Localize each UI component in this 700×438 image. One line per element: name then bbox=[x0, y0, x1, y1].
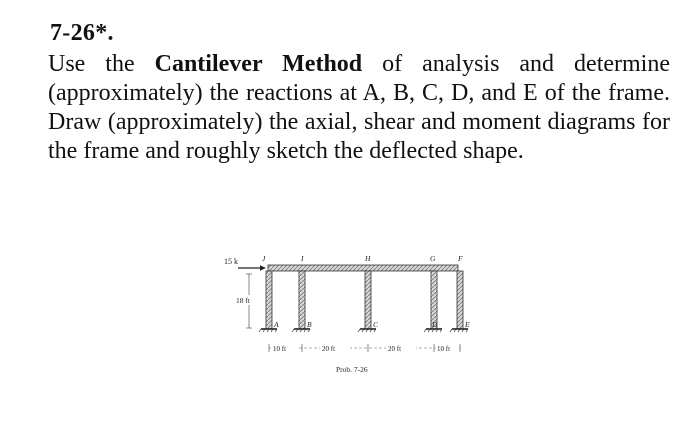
support-label-d: D bbox=[432, 320, 438, 329]
joint-label-g: G bbox=[430, 254, 436, 263]
support-label-b: B bbox=[307, 320, 312, 329]
column-e bbox=[457, 271, 463, 329]
span-label-3: 20 ft bbox=[388, 345, 402, 353]
method-name: Cantilever Method bbox=[154, 51, 363, 77]
span-label-1: 10 ft bbox=[273, 345, 287, 353]
support-label-a: A bbox=[274, 320, 279, 329]
span-label-4: 10 ft bbox=[437, 345, 451, 353]
support-a bbox=[259, 329, 277, 332]
support-b bbox=[292, 329, 310, 332]
joint-label-j: J bbox=[262, 254, 266, 263]
support-e bbox=[450, 329, 468, 332]
column-a bbox=[266, 271, 272, 329]
support-c bbox=[358, 329, 376, 332]
figure-caption: Prob. 7-26 bbox=[336, 365, 368, 374]
span-dimensions bbox=[269, 343, 460, 353]
load-label: 15 k bbox=[224, 257, 238, 266]
statement-lead: Use the bbox=[48, 51, 155, 77]
problem-number: 7-26*. bbox=[50, 20, 114, 46]
load-arrow bbox=[238, 265, 266, 271]
column-c bbox=[365, 271, 371, 329]
support-label-e: E bbox=[465, 320, 470, 329]
height-label: 18 ft bbox=[236, 296, 250, 305]
top-beam bbox=[268, 265, 458, 271]
column-b bbox=[299, 271, 305, 329]
joint-label-i: I bbox=[301, 254, 304, 263]
support-label-c: C bbox=[373, 320, 379, 329]
joint-label-f: F bbox=[458, 254, 463, 263]
support-d bbox=[424, 329, 442, 332]
statement-rest: of analysis and determine (approximately) the reactions at A, B, C, D, and E of the frame. Draw (approximately) the axial, shear and moment diagrams for the frame and roughly sketch the deflected shape. bbox=[48, 51, 670, 164]
frame-figure bbox=[220, 252, 520, 392]
frame-diagram bbox=[220, 252, 520, 392]
span-label-2: 20 ft bbox=[322, 345, 336, 353]
problem-statement bbox=[48, 50, 670, 166]
joint-label-h: H bbox=[365, 254, 371, 263]
